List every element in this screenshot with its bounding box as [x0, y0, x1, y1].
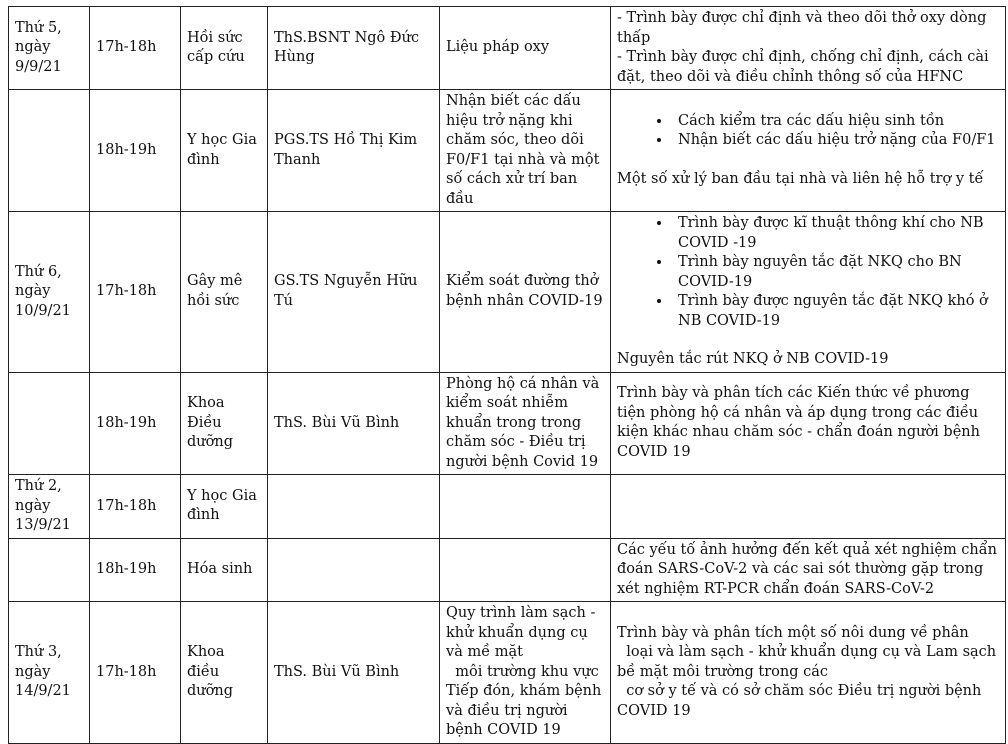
table-row: [9, 475, 1006, 539]
table-row: [9, 90, 1006, 212]
topic-cell: [440, 475, 611, 539]
lecturer-cell: [268, 538, 440, 602]
content-cell: Các yếu tố ảnh hưởng đến kết quả xét nghiệm chẩn đoán SARS-CoV-2 và các sai sót thường gặp trong xét nghiệm RT-PCR chẩn đoán SARS-CoV-2: [611, 538, 1006, 602]
content-cell: Trình bày và phân tích các Kiến thức về phương tiện phòng hộ cá nhân và áp dụng trong các điều kiện khác nhau chăm sóc - chẩn đoán người bệnh COVID 19: [611, 372, 1006, 475]
table-row: [9, 7, 1006, 90]
lecturer-cell: PGS.TS Hồ Thị Kim Thanh: [268, 90, 440, 212]
department-cell: Gây mê hồi sức: [181, 212, 268, 373]
time-cell: 17h-18h: [90, 212, 181, 373]
day-cell: [9, 372, 90, 475]
day-cell: [9, 538, 90, 602]
topic-cell: [440, 538, 611, 602]
department-cell: Y học Gia đình: [181, 90, 268, 212]
lecturer-cell: [268, 475, 440, 539]
department-cell: Hóa sinh: [181, 538, 268, 602]
topic-cell: Phòng hộ cá nhân và kiểm soát nhiễm khuẩn trong trong chăm sóc - Điều trị người bệnh Covid 19: [440, 372, 611, 475]
list-item: • Trình bày được kĩ thuật thông khí cho NB COVID -19: [672, 214, 999, 253]
day-cell: Thứ 2, ngày 13/9/21: [9, 475, 90, 539]
table-row: [9, 602, 1006, 744]
content-bullet-list: [617, 214, 999, 331]
day-cell: Thứ 5, ngày 9/9/21: [9, 7, 90, 90]
list-item: • Trình bày nguyên tắc đặt NKQ cho BN COVID-19: [672, 253, 999, 292]
day-cell: Thứ 6, ngày 10/9/21: [9, 212, 90, 373]
department-cell: Khoa Điều dưỡng: [181, 372, 268, 475]
content-cell: [611, 212, 1006, 373]
table-row: [9, 538, 1006, 602]
department-cell: Y học Gia đình: [181, 475, 268, 539]
department-cell: Khoa điều dưỡng: [181, 602, 268, 744]
topic-cell: Quy trình làm sạch - khử khuẩn dụng cụ và mề mặt môi trường khu vực Tiếp đón, khám bệnh và điều trị người bệnh COVID 19: [440, 602, 611, 744]
topic-cell: Nhận biết các dấu hiệu trở nặng khi chăm sóc, theo dõi F0/F1 tại nhà và một số cách xử trí ban đầu: [440, 90, 611, 212]
topic-cell: Liệu pháp oxy: [440, 7, 611, 90]
time-cell: 17h-18h: [90, 475, 181, 539]
time-cell: 18h-19h: [90, 90, 181, 212]
content-cell: [611, 90, 1006, 212]
time-cell: 17h-18h: [90, 7, 181, 90]
schedule-table: [8, 6, 1006, 744]
list-item: • Trình bày được nguyên tắc đặt NKQ khó ở NB COVID-19: [672, 292, 999, 331]
department-cell: Hồi sức cấp cứu: [181, 7, 268, 90]
list-item: • Nhận biết các dấu hiệu trở nặng của F0/F1: [672, 131, 999, 151]
time-cell: 18h-19h: [90, 538, 181, 602]
content-line: - Trình bày được chỉ định và theo dõi thở oxy dòng thấp: [617, 10, 987, 46]
table-row: [9, 212, 1006, 373]
day-cell: Thứ 3, ngày 14/9/21: [9, 602, 90, 744]
table-row: [9, 372, 1006, 475]
time-cell: 18h-19h: [90, 372, 181, 475]
content-bullet-list: [617, 112, 999, 151]
list-item: • Cách kiểm tra các dấu hiệu sinh tồn: [672, 112, 999, 132]
lecturer-cell: ThS.BSNT Ngô Đức Hùng: [268, 7, 440, 90]
lecturer-cell: ThS. Bùi Vũ Bình: [268, 602, 440, 744]
content-line: - Trình bày được chỉ định, chống chỉ định, cách cài đặt, theo dõi và điều chỉnh thông số của HFNC: [617, 49, 989, 85]
lecturer-cell: ThS. Bùi Vũ Bình: [268, 372, 440, 475]
day-cell: [9, 90, 90, 212]
content-cell: [611, 7, 1006, 90]
content-cell: Trình bày và phân tích một số nôi dung về phân loại và làm sạch - khử khuẩn dụng cụ và Lam sạch bề mặt môi trường trong các cơ sở y tế và có sở chăm sóc Điều trị người bệnh COVID 19: [611, 602, 1006, 744]
topic-cell: Kiểm soát đường thở bệnh nhân COVID-19: [440, 212, 611, 373]
content-cell: [611, 475, 1006, 539]
content-note: Nguyên tắc rút NKQ ở NB COVID-19: [617, 351, 889, 367]
content-note: Một số xử lý ban đầu tại nhà và liên hệ hỗ trợ y tế: [617, 170, 984, 187]
time-cell: 17h-18h: [90, 602, 181, 744]
lecturer-cell: GS.TS Nguyễn Hữu Tú: [268, 212, 440, 373]
